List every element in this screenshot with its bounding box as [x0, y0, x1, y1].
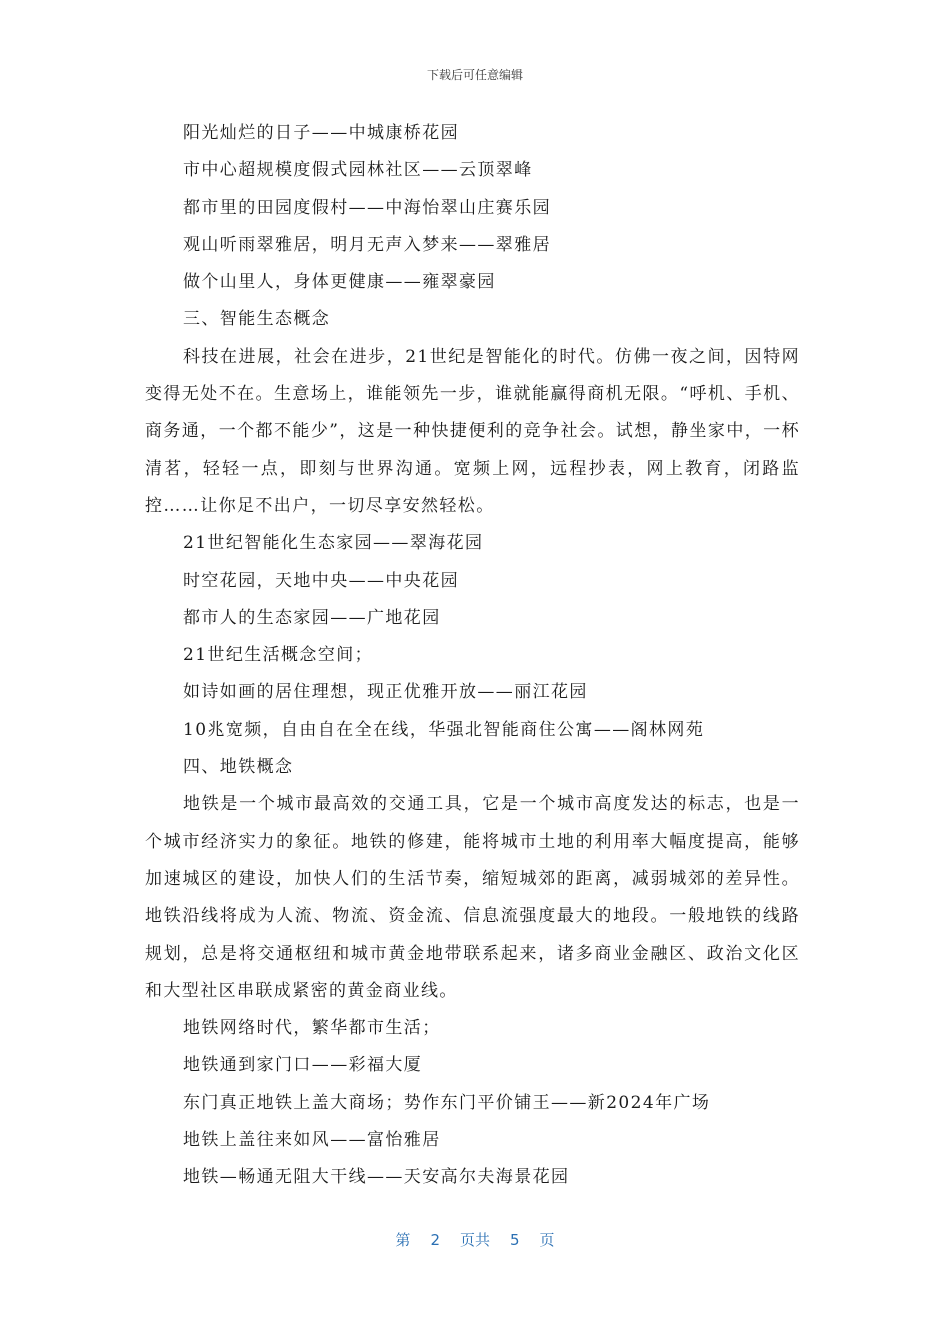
slogan-line: 地铁网络时代，繁华都市生活； [183, 1018, 441, 1039]
total-page-number: 5 [510, 1231, 520, 1249]
slogan-line: 观山听雨翠雅居，明月无声入梦来——翠雅居 [183, 234, 551, 255]
footer-middle: 页共 [459, 1231, 490, 1249]
slogan-line: 都市人的生态家园——广地花园 [183, 607, 441, 628]
document-body [145, 115, 800, 1197]
slogan-line: 做个山里人，身体更健康——雍翠豪园 [183, 272, 496, 293]
slogan-line: 地铁通到家门口——彩福大厦 [183, 1055, 423, 1076]
current-page-number: 2 [430, 1231, 440, 1249]
footer-prefix: 第 [395, 1231, 411, 1249]
slogan-line: 阳光灿烂的日子——中城康桥花园 [183, 123, 459, 143]
slogan-line: 市中心超规模度假式园林社区——云顶翠峰 [183, 160, 533, 181]
slogan-line: 都市里的田园度假村——中海怡翠山庄赛乐园 [183, 197, 551, 218]
paragraph: 地铁是一个城市最高效的交通工具，它是一个城市高度发达的标志，也是一个城市经济实力的象征。地铁的修建，能将城市土地的利用率大幅度提高，能够加速城区的建设，加快人们的生活节奏，缩短城郊的距离，减弱城郊的差异性。地铁沿线将成为人流、物流、资金流、信息流强度最大的地段。一般地铁的线路规划，总是将交通枢纽和城市黄金地带联系起来，诸多商业金融区、政治文化区和大型社区串联成紧密的黄金商业线。 [145, 794, 800, 1001]
footer-suffix: 页 [539, 1231, 555, 1249]
page-header: 下载后可任意编辑 [426, 68, 523, 82]
section-heading: 四、地铁概念 [183, 757, 294, 778]
slogan-line: 时空花园，天地中央——中央花园 [183, 570, 459, 591]
slogan-line: 10兆宽频，自由自在全在线，华强北智能商住公寓——阁林网苑 [183, 719, 705, 740]
slogan-line: 21世纪智能化生态家园——翠海花园 [183, 533, 484, 554]
slogan-line: 东门真正地铁上盖大商场；势作东门平价铺王——新2024年广场 [183, 1092, 711, 1113]
slogan-line: 如诗如画的居住理想，现正优雅开放——丽江花园 [183, 682, 588, 703]
slogan-line: 21世纪生活概念空间； [183, 645, 374, 666]
section-heading: 三、智能生态概念 [183, 309, 331, 330]
slogan-line: 地铁上盖往来如风——富怡雅居 [183, 1130, 441, 1151]
slogan-line: 地铁—畅通无阻大干线——天安高尔夫海景花园 [183, 1167, 570, 1188]
paragraph: 科技在进展，社会在进步，21世纪是智能化的时代。仿佛一夜之间，因特网变得无处不在。生意场上，谁能领先一步，谁就能赢得商机无限。“呼机、手机、商务通，一个都不能少”，这是一种快捷便利的竞争社会。试想，静坐家中，一杯清茗，轻轻一点，即刻与世界沟通。宽频上网，远程抄表，网上教育，闭路监控……让你足不出户，一切尽享安然轻松。 [145, 346, 800, 516]
page-footer [0, 1229, 950, 1250]
